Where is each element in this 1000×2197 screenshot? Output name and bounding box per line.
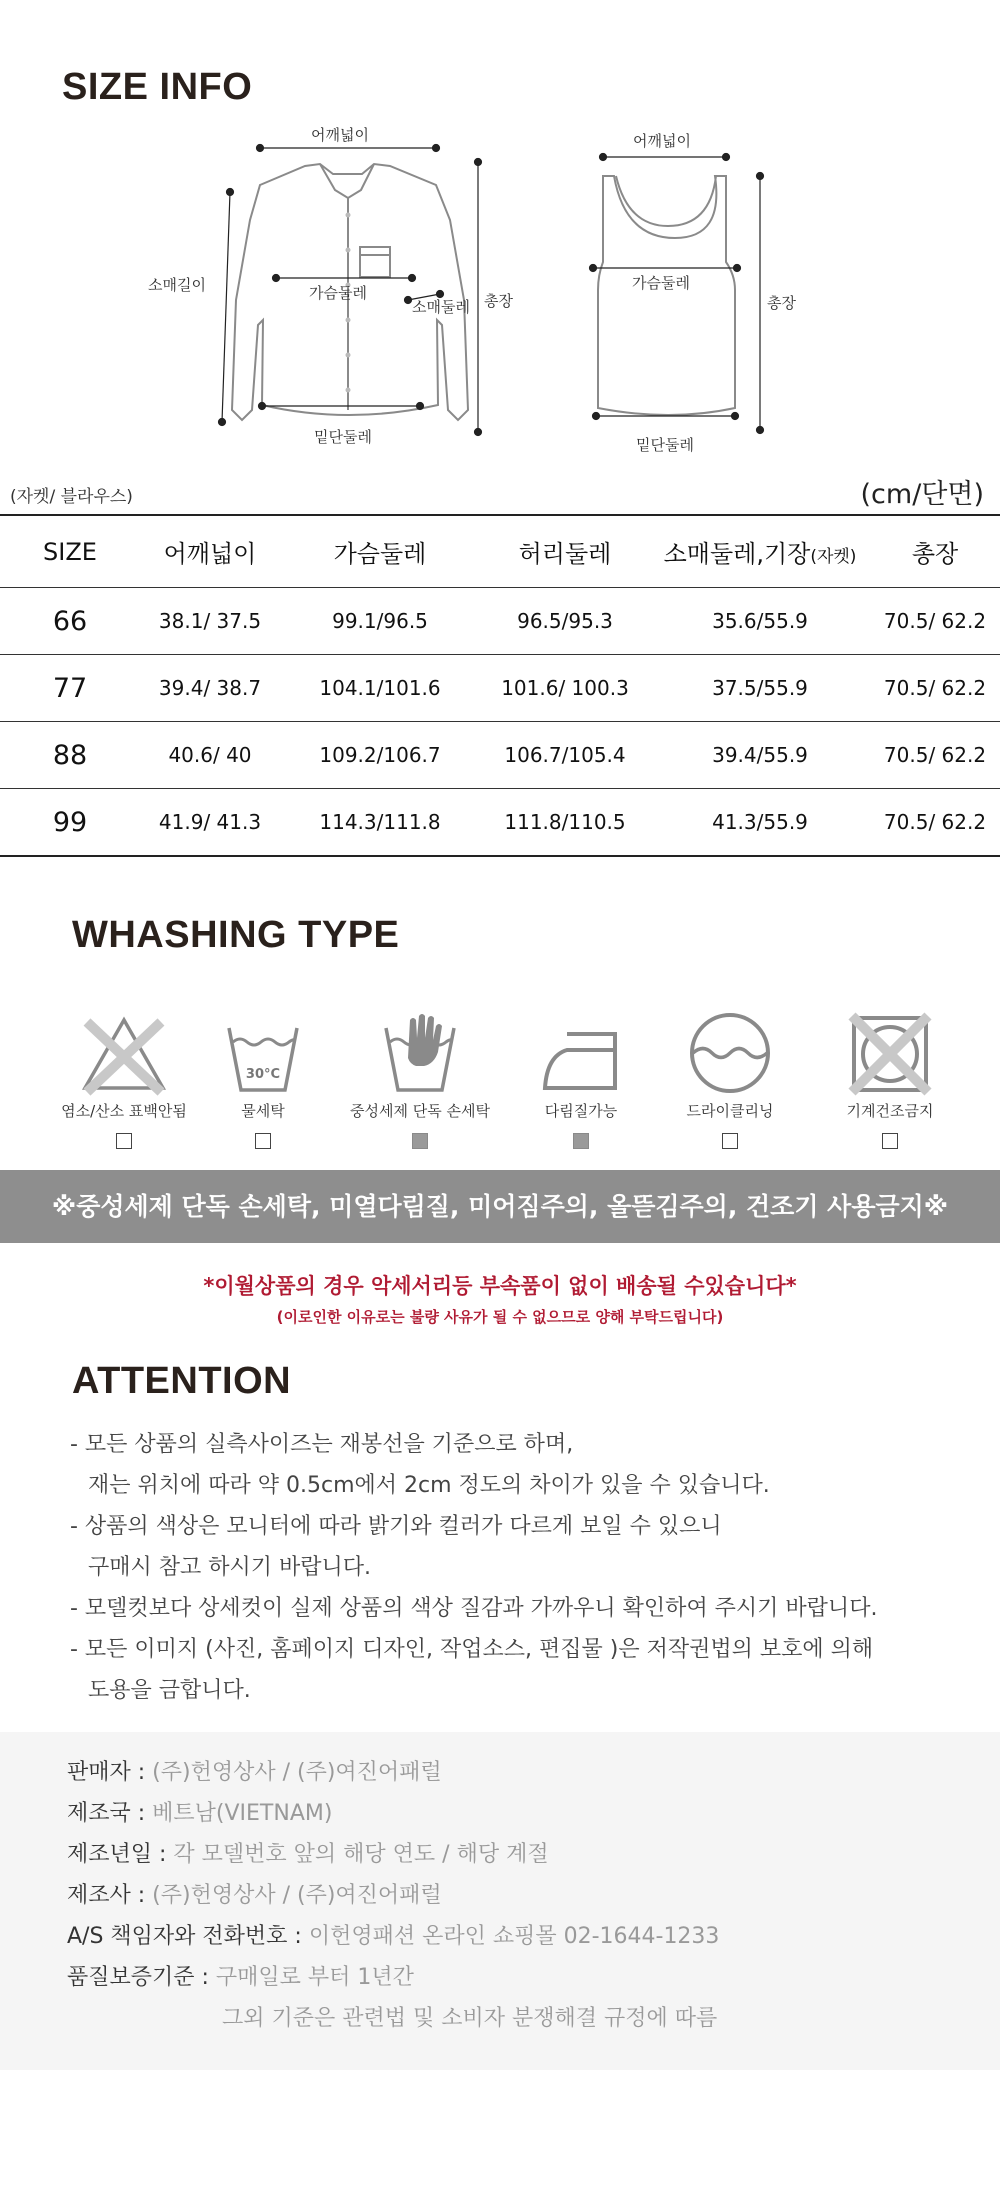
table-cell: 70.5/ 62.2 xyxy=(870,655,1000,722)
shirt-diagram xyxy=(0,0,1000,470)
attention-line: - 상품의 색상은 모니터에 따라 밝기와 컬러가 다르게 보일 수 있으니 xyxy=(70,1514,722,1539)
size-cell: 88 xyxy=(0,722,140,789)
size-cell: 77 xyxy=(0,655,140,722)
table-cell: 39.4/55.9 xyxy=(650,722,870,789)
header-shoulder: 어깨넓이 xyxy=(140,515,280,588)
size-table xyxy=(0,514,1000,857)
shirt-chest-label: 가슴둘레 xyxy=(309,284,367,302)
info-row xyxy=(67,1752,719,1793)
wash-item xyxy=(820,1000,960,1149)
attention-line: - 모델컷보다 상세컷이 실제 상품의 색상 질감과 가까우니 확인하여 주시기 바랍니다. xyxy=(70,1596,878,1621)
info-value: 구매일로 부터 1년간 xyxy=(215,1965,414,1990)
table-cell: 39.4/ 38.7 xyxy=(140,655,280,722)
wash-label: 기계건조금지 xyxy=(846,1102,934,1120)
table-cell: 99.1/96.5 xyxy=(280,588,480,655)
info-row xyxy=(67,1793,719,1834)
info-row xyxy=(67,1998,719,2039)
info-row xyxy=(67,1834,719,1875)
table-cell: 114.3/111.8 xyxy=(280,789,480,857)
header-total: 총장 xyxy=(870,515,1000,588)
wash-label: 다림질가능 xyxy=(544,1102,618,1120)
size-cell: 66 xyxy=(0,588,140,655)
care-banner: ※중성세제 단독 손세탁, 미열다림질, 미어짐주의, 올뜯김주의, 건조기 사용금지※ xyxy=(0,1170,1000,1243)
info-value: (주)헌영상사 / (주)여진어패럴 xyxy=(152,1883,442,1908)
wash-item xyxy=(54,1000,194,1149)
no-tumble-dry-icon xyxy=(848,1012,932,1096)
table-cell: 38.1/ 37.5 xyxy=(140,588,280,655)
wash-item xyxy=(193,1000,333,1149)
wash-label: 물세탁 xyxy=(241,1102,285,1120)
header-sleeve xyxy=(650,515,870,588)
header-size: SIZE xyxy=(0,515,140,588)
attention-line: 도용을 금합니다. xyxy=(88,1678,251,1703)
table-cell: 101.6/ 100.3 xyxy=(480,655,650,722)
table-cell: 70.5/ 62.2 xyxy=(870,722,1000,789)
tank-total-label: 총장 xyxy=(767,294,796,312)
no-bleach-icon xyxy=(79,1012,169,1096)
tank-hem-label: 밑단둘레 xyxy=(636,436,694,454)
wash-checkbox-no-tumble-dry[interactable] xyxy=(882,1133,898,1149)
shirt-sleeve-round-label: 소매둘레 xyxy=(412,298,470,316)
table-row xyxy=(0,588,1000,655)
table-cell: 41.3/55.9 xyxy=(650,789,870,857)
shirt-sleeve-length-label: 소매길이 xyxy=(148,276,206,294)
attention-line: 구매시 참고 하시기 바랍니다. xyxy=(88,1555,371,1580)
info-value: (주)헌영상사 / (주)여진어패럴 xyxy=(152,1760,442,1785)
iron-icon xyxy=(539,1026,623,1096)
table-cell: 40.6/ 40 xyxy=(140,722,280,789)
table-cell: 37.5/55.9 xyxy=(650,655,870,722)
info-value: 각 모델번호 앞의 해당 연도 / 해당 계절 xyxy=(173,1842,549,1867)
table-cell: 41.9/ 41.3 xyxy=(140,789,280,857)
hand-wash-icon xyxy=(380,1012,460,1096)
info-key: 제조사 : xyxy=(67,1883,153,1908)
table-cell: 35.6/55.9 xyxy=(650,588,870,655)
notice-line-1: *이월상품의 경우 악세서리등 부속품이 없이 배송될 수있습니다* xyxy=(203,1274,797,1298)
info-row xyxy=(67,1916,719,1957)
garment-type-note: (자켓/ 블라우스) xyxy=(10,487,133,507)
attention-line: - 모든 상품의 실측사이즈는 재봉선을 기준으로 하며, xyxy=(70,1432,574,1457)
attention-line: 재는 위치에 따라 약 0.5cm에서 2cm 정도의 차이가 있을 수 있습니다. xyxy=(88,1473,770,1498)
info-key: 판매자 : xyxy=(67,1760,153,1785)
table-cell: 111.8/110.5 xyxy=(480,789,650,857)
header-waist: 허리둘레 xyxy=(480,515,650,588)
info-value: 베트남(VIETNAM) xyxy=(152,1801,333,1826)
wash-item xyxy=(660,1000,800,1149)
header-chest: 가슴둘레 xyxy=(280,515,480,588)
tank-shoulder-label: 어깨넓이 xyxy=(633,132,691,150)
table-row xyxy=(0,655,1000,722)
header-sleeve-suffix: (자켓) xyxy=(810,547,857,567)
table-cell: 109.2/106.7 xyxy=(280,722,480,789)
tank-chest-label: 가슴둘레 xyxy=(632,274,690,292)
washing-type-title: WHASHING TYPE xyxy=(72,914,400,956)
wash-label: 중성세제 단독 손세탁 xyxy=(350,1102,490,1120)
table-cell: 104.1/101.6 xyxy=(280,655,480,722)
wash-checkbox-hand-wash[interactable] xyxy=(412,1133,428,1149)
header-sleeve-text: 소매둘레,기장 xyxy=(663,540,811,568)
info-row xyxy=(67,1957,719,1998)
wash-item xyxy=(511,1000,651,1149)
wash-temp: 30°C xyxy=(245,1067,281,1082)
table-cell: 96.5/95.3 xyxy=(480,588,650,655)
wash-checkbox-machine-wash[interactable] xyxy=(255,1133,271,1149)
info-row xyxy=(67,1875,719,1916)
info-key: 제조국 : xyxy=(67,1801,153,1826)
info-key: 품질보증기준 : xyxy=(67,1965,216,1990)
unit-note: (cm/단면) xyxy=(860,479,984,510)
info-key: A/S 책임자와 전화번호 : xyxy=(67,1924,309,1949)
product-info-panel xyxy=(0,1732,1000,2070)
attention-line: - 모든 이미지 (사진, 홈페이지 디자인, 작업소스, 편집물 )은 저작권법의 보호에 의해 xyxy=(70,1637,874,1662)
info-key: 제조년일 : xyxy=(67,1842,174,1867)
notice-line-2: (이로인한 이유로는 불량 사유가 될 수 없으므로 양해 부탁드립니다) xyxy=(276,1308,724,1326)
shirt-total-label: 총장 xyxy=(484,292,513,310)
wash-checkbox-iron[interactable] xyxy=(573,1133,589,1149)
dry-clean-icon xyxy=(687,1010,773,1096)
info-value: 그외 기준은 관련법 및 소비자 분쟁해결 규정에 따름 xyxy=(222,2006,718,2031)
wash-30-icon xyxy=(223,1016,303,1096)
info-value: 이헌영패션 온라인 쇼핑몰 02-1644-1233 xyxy=(308,1924,720,1949)
table-row xyxy=(0,789,1000,857)
attention-list xyxy=(70,1424,877,1711)
shirt-shoulder-label: 어깨넓이 xyxy=(311,126,369,144)
size-cell: 99 xyxy=(0,789,140,857)
table-cell: 70.5/ 62.2 xyxy=(870,789,1000,857)
table-cell: 106.7/105.4 xyxy=(480,722,650,789)
wash-label: 드라이클리닝 xyxy=(686,1102,774,1120)
shirt-hem-label: 밑단둘레 xyxy=(314,428,372,446)
wash-label: 염소/산소 표백안됨 xyxy=(61,1102,187,1120)
size-info-title: SIZE INFO xyxy=(62,66,253,108)
size-table-header xyxy=(0,515,1000,588)
wash-item xyxy=(350,1000,490,1149)
wash-checkbox-dry-clean[interactable] xyxy=(722,1133,738,1149)
table-cell: 70.5/ 62.2 xyxy=(870,588,1000,655)
wash-checkbox-no-bleach[interactable] xyxy=(116,1133,132,1149)
attention-title: ATTENTION xyxy=(72,1360,292,1402)
table-row xyxy=(0,722,1000,789)
